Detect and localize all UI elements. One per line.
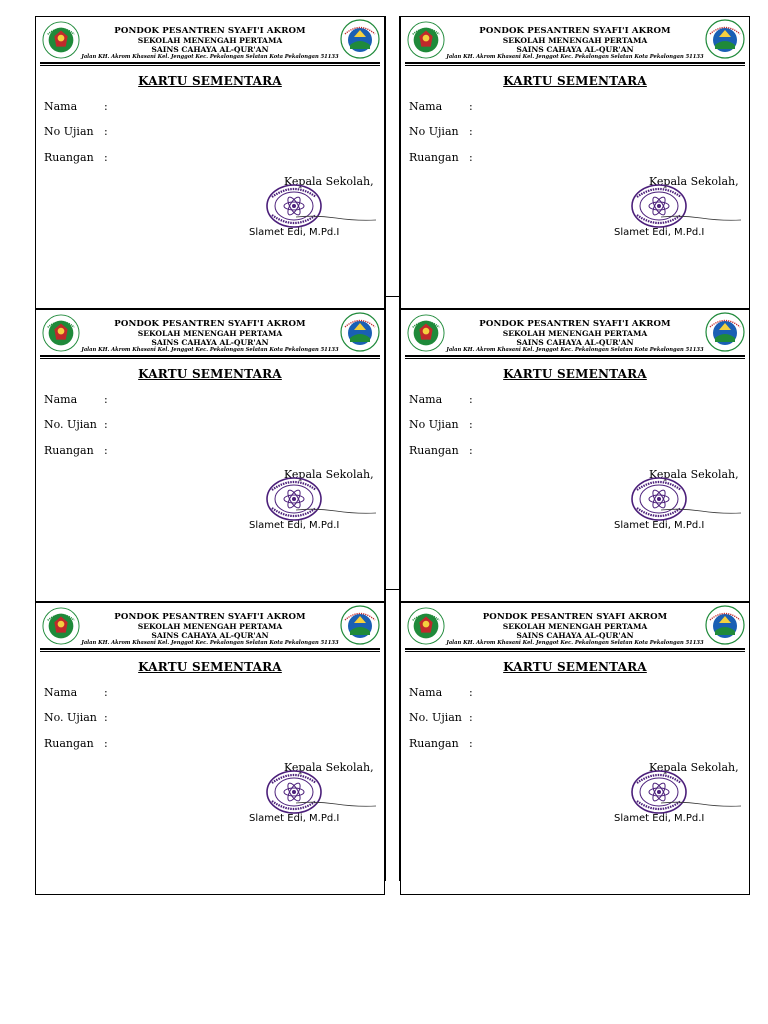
- header-line-1: PONDOK PESANTREN SYAFI AKROM: [482, 612, 668, 622]
- card-header: [401, 603, 749, 651]
- header-rule-thick: [40, 355, 380, 357]
- exam-card: [400, 309, 750, 602]
- header-address: Jalan KH. Akrom Khasani Kel. Jenggot Kec. Pekalongan Selatan Kota Pekalongan 51133: [446, 640, 704, 646]
- field-colon: :: [469, 686, 473, 699]
- field-label-no-ujian: No. Ujian: [44, 418, 97, 431]
- header-rule-thin: [405, 651, 745, 652]
- field-colon: :: [104, 444, 108, 457]
- card-header: [36, 603, 384, 651]
- card-header: [401, 17, 749, 65]
- header-rule-thin: [40, 65, 380, 66]
- field-colon: :: [104, 100, 108, 113]
- field-label-nama: Nama: [44, 686, 78, 699]
- field-label-no-ujian: No Ujian: [409, 125, 459, 138]
- field-label-nama: Nama: [409, 100, 443, 113]
- field-colon: :: [469, 711, 473, 724]
- field-label-nama: Nama: [409, 393, 443, 406]
- field-label-ruangan: Ruangan: [44, 737, 94, 750]
- signature-scribble-icon: [661, 797, 741, 811]
- card-sheet: [35, 16, 750, 881]
- header-rule-thin: [405, 358, 745, 359]
- field-label-ruangan: Ruangan: [44, 444, 94, 457]
- exam-card: [35, 602, 385, 895]
- field-label-ruangan: Ruangan: [409, 737, 459, 750]
- header-address: Jalan KH. Akrom Khasani Kel. Jenggot Kec. Pekalongan Selatan Kota Pekalongan 51133: [446, 347, 704, 353]
- signature-scribble-icon: [661, 504, 741, 518]
- header-line-3: SAINS CAHAYA AL-QUR'AN: [516, 631, 634, 640]
- header-rule-thick: [40, 648, 380, 650]
- signature-role: Kepala Sekolah,: [284, 468, 374, 481]
- field-label-no-ujian: No Ujian: [44, 125, 94, 138]
- field-label-ruangan: Ruangan: [409, 444, 459, 457]
- card-title: KARTU SEMENTARA: [138, 367, 282, 381]
- card-header: [36, 310, 384, 358]
- field-colon: :: [104, 711, 108, 724]
- field-colon: :: [469, 125, 473, 138]
- header-line-3: SAINS CAHAYA AL-QUR'AN: [151, 631, 269, 640]
- field-label-no-ujian: No. Ujian: [409, 711, 462, 724]
- field-colon: :: [104, 393, 108, 406]
- exam-card: [400, 602, 750, 895]
- field-colon: :: [104, 125, 108, 138]
- gutter-divider: [385, 589, 400, 590]
- field-colon: :: [469, 100, 473, 113]
- header-rule-thick: [405, 648, 745, 650]
- header-line-1: PONDOK PESANTREN SYAFI'I AKROM: [114, 319, 306, 329]
- header-line-1: PONDOK PESANTREN SYAFI'I AKROM: [114, 26, 306, 36]
- header-line-1: PONDOK PESANTREN SYAFI'I AKROM: [114, 612, 306, 622]
- header-rule-thin: [40, 651, 380, 652]
- signature-scribble-icon: [296, 504, 376, 518]
- header-address: Jalan KH. Akrom Khasani Kel. Jenggot Kec. Pekalongan Selatan Kota Pekalongan 51133: [81, 347, 339, 353]
- card-title: KARTU SEMENTARA: [503, 367, 647, 381]
- card-header: [36, 17, 384, 65]
- header-line-2: SEKOLAH MENENGAH PERTAMA: [502, 622, 648, 631]
- signature-role: Kepala Sekolah,: [284, 761, 374, 774]
- field-label-nama: Nama: [44, 393, 78, 406]
- header-rule-thin: [40, 358, 380, 359]
- header-address: Jalan KH. Akrom Khasani Kel. Jenggot Kec. Pekalongan Selatan Kota Pekalongan 51133: [446, 54, 704, 60]
- header-rule-thin: [405, 65, 745, 66]
- field-label-ruangan: Ruangan: [44, 151, 94, 164]
- header-line-1: PONDOK PESANTREN SYAFI'I AKROM: [479, 319, 671, 329]
- header-rule-thick: [405, 62, 745, 64]
- signature-role: Kepala Sekolah,: [649, 468, 739, 481]
- card-header: [401, 310, 749, 358]
- card-title: KARTU SEMENTARA: [138, 660, 282, 674]
- signature-role: Kepala Sekolah,: [649, 761, 739, 774]
- field-colon: :: [469, 444, 473, 457]
- signatory-name: Slamet Edi, M.Pd.I: [614, 227, 705, 238]
- card-title: KARTU SEMENTARA: [138, 74, 282, 88]
- signatory-name: Slamet Edi, M.Pd.I: [614, 520, 705, 531]
- signature-role: Kepala Sekolah,: [284, 175, 374, 188]
- header-line-2: SEKOLAH MENENGAH PERTAMA: [137, 329, 283, 338]
- signatory-name: Slamet Edi, M.Pd.I: [249, 813, 340, 824]
- signature-scribble-icon: [661, 211, 741, 225]
- signature-scribble-icon: [296, 797, 376, 811]
- card-title: KARTU SEMENTARA: [503, 74, 647, 88]
- exam-card: [35, 309, 385, 602]
- center-gutter: [385, 16, 400, 881]
- card-title: KARTU SEMENTARA: [503, 660, 647, 674]
- field-colon: :: [469, 418, 473, 431]
- header-line-3: SAINS CAHAYA AL-QUR'AN: [151, 338, 269, 347]
- field-colon: :: [104, 418, 108, 431]
- header-address: Jalan KH. Akrom Khasani Kel. Jenggot Kec. Pekalongan Selatan Kota Pekalongan 51133: [81, 640, 339, 646]
- field-colon: :: [469, 393, 473, 406]
- header-rule-thick: [405, 355, 745, 357]
- header-line-2: SEKOLAH MENENGAH PERTAMA: [502, 36, 648, 45]
- gutter-divider: [385, 296, 400, 297]
- field-label-nama: Nama: [409, 686, 443, 699]
- field-label-no-ujian: No Ujian: [409, 418, 459, 431]
- header-line-3: SAINS CAHAYA AL-QUR'AN: [516, 45, 634, 54]
- header-line-2: SEKOLAH MENENGAH PERTAMA: [137, 36, 283, 45]
- signatory-name: Slamet Edi, M.Pd.I: [249, 227, 340, 238]
- field-colon: :: [104, 151, 108, 164]
- signature-role: Kepala Sekolah,: [649, 175, 739, 188]
- exam-card: [400, 16, 750, 309]
- field-colon: :: [469, 151, 473, 164]
- header-rule-thick: [40, 62, 380, 64]
- header-line-2: SEKOLAH MENENGAH PERTAMA: [502, 329, 648, 338]
- signatory-name: Slamet Edi, M.Pd.I: [614, 813, 705, 824]
- header-line-3: SAINS CAHAYA AL-QUR'AN: [516, 338, 634, 347]
- field-label-ruangan: Ruangan: [409, 151, 459, 164]
- field-colon: :: [469, 737, 473, 750]
- header-address: Jalan KH. Akrom Khasani Kel. Jenggot Kec. Pekalongan Selatan Kota Pekalongan 51133: [81, 54, 339, 60]
- header-line-2: SEKOLAH MENENGAH PERTAMA: [137, 622, 283, 631]
- field-colon: :: [104, 686, 108, 699]
- field-colon: :: [104, 737, 108, 750]
- signatory-name: Slamet Edi, M.Pd.I: [249, 520, 340, 531]
- exam-card: [35, 16, 385, 309]
- header-line-1: PONDOK PESANTREN SYAFI'I AKROM: [479, 26, 671, 36]
- signature-scribble-icon: [296, 211, 376, 225]
- field-label-no-ujian: No. Ujian: [44, 711, 97, 724]
- header-line-3: SAINS CAHAYA AL-QUR'AN: [151, 45, 269, 54]
- field-label-nama: Nama: [44, 100, 78, 113]
